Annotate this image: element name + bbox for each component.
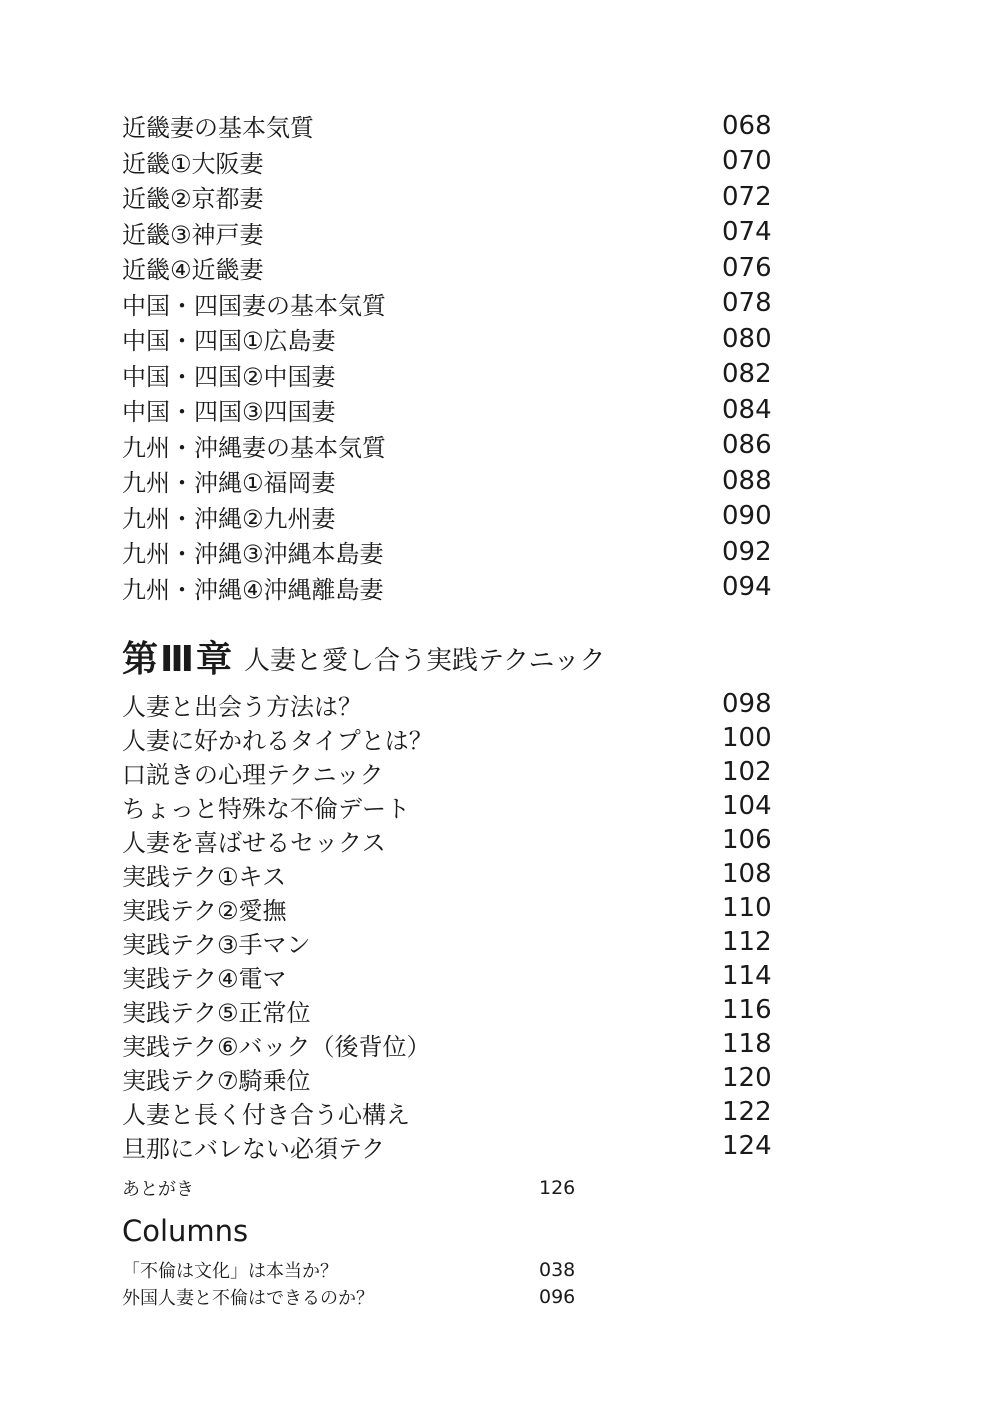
toc-entry[interactable] — [122, 286, 772, 321]
toc-entry-page: 082 — [722, 359, 772, 389]
toc-entry-page: 112 — [722, 927, 772, 957]
toc-entry-title: 人妻を喜ばせるセックス — [122, 828, 386, 857]
toc-entry-title: 「不倫は文化」は本当か？ — [122, 1261, 338, 1282]
toc-entry[interactable] — [122, 499, 772, 534]
toc-entry-page: 098 — [722, 689, 772, 719]
toc-entry-title: 中国・四国①広島妻 — [122, 327, 336, 355]
toc-entry-page: 100 — [722, 723, 772, 753]
toc-entry-page: 118 — [722, 1029, 772, 1059]
toc-entry[interactable] — [122, 1095, 772, 1129]
toc-entry[interactable] — [122, 215, 772, 250]
toc-entry[interactable] — [122, 250, 772, 285]
toc-entry[interactable] — [122, 1257, 576, 1283]
toc-entry-afterword[interactable] — [122, 1175, 576, 1201]
toc-entry[interactable] — [122, 993, 772, 1027]
toc-entry-title: 近畿③神戸妻 — [122, 220, 264, 249]
toc-entry-title: 九州・沖縄③沖縄本島妻 — [122, 540, 384, 568]
toc-entry-title: 近畿①大阪妻 — [122, 149, 264, 178]
toc-entry-page: 096 — [539, 1286, 576, 1308]
chapter-heading — [122, 622, 605, 682]
toc-entry-page: 078 — [722, 288, 772, 318]
toc-entry-title: 実践テク⑦騎乗位 — [122, 1066, 311, 1095]
chapter-title: 人妻と愛し合う実践テクニック — [244, 646, 606, 676]
toc-entry[interactable] — [122, 1284, 576, 1310]
toc-entry-page: 088 — [722, 465, 772, 496]
toc-entry-page: 126 — [539, 1177, 576, 1199]
toc-entry-page: 114 — [722, 961, 772, 991]
toc-entry-title: 近畿②京都妻 — [122, 185, 264, 213]
toc-entry-page: 086 — [722, 430, 772, 460]
toc-entry[interactable] — [122, 789, 772, 823]
chapter-number: 第Ⅲ章 — [122, 639, 235, 680]
toc-entry[interactable] — [122, 687, 772, 721]
toc-entry-page: 124 — [722, 1131, 772, 1161]
toc-entry[interactable] — [122, 534, 772, 569]
toc-entry[interactable] — [122, 179, 772, 214]
toc-entry-title: 近畿妻の基本気質 — [122, 114, 314, 142]
toc-entry[interactable] — [122, 721, 772, 755]
toc-entry-title: 九州・沖縄④沖縄離島妻 — [122, 575, 384, 604]
toc-entry-title: 人妻と長く付き合う心構え — [122, 1100, 410, 1129]
toc-entry[interactable] — [122, 1129, 772, 1163]
toc-entry-title: 実践テク⑥バック（後背位） — [122, 1032, 431, 1061]
toc-entry-page: 068 — [722, 110, 772, 141]
toc-entry[interactable] — [122, 891, 772, 925]
columns-heading: Columns — [122, 1214, 249, 1248]
toc-entry-page: 110 — [722, 893, 772, 923]
toc-entry[interactable] — [122, 823, 772, 857]
toc-entry-title: 九州・沖縄妻の基本気質 — [122, 433, 386, 462]
toc-entry-page: 072 — [722, 181, 772, 212]
toc-entry-page: 104 — [722, 791, 772, 821]
toc-entry[interactable] — [122, 857, 772, 891]
toc-entry-title: 実践テク⑤正常位 — [122, 998, 311, 1027]
toc-entry-page: 108 — [722, 859, 772, 889]
toc-entry[interactable] — [122, 463, 772, 498]
toc-entry[interactable] — [122, 108, 772, 143]
toc-entry-page: 094 — [722, 572, 772, 602]
toc-entry-title: 実践テク③手マン — [122, 930, 311, 959]
toc-entry-page: 084 — [722, 394, 772, 425]
toc-entry-page: 122 — [722, 1097, 772, 1127]
toc-entry-title: 中国・四国③四国妻 — [122, 398, 336, 426]
toc-entry-page: 076 — [722, 252, 772, 283]
toc-entry-title: 実践テク①キス — [122, 862, 287, 891]
toc-entry[interactable] — [122, 144, 772, 179]
toc-entry-page: 102 — [722, 757, 772, 787]
toc-entry-page: 120 — [722, 1063, 772, 1093]
toc-entry-title: 旦那にバレない必須テク — [122, 1134, 386, 1163]
toc-entry-title: 実践テク②愛撫 — [122, 896, 287, 925]
toc-entry[interactable] — [122, 428, 772, 463]
toc-entry-title: 中国・四国妻の基本気質 — [122, 291, 386, 320]
toc-entry-title: 中国・四国②中国妻 — [122, 362, 336, 391]
toc-entry-page: 074 — [722, 217, 772, 247]
toc-entry-page: 106 — [722, 825, 772, 855]
toc-entry[interactable] — [122, 755, 772, 789]
toc-entry[interactable] — [122, 925, 772, 959]
toc-entry-title: 口説きの心理テクニック — [122, 760, 384, 789]
toc-entry-title: 人妻に好かれるタイプとは？ — [122, 726, 433, 755]
toc-entry-title: 人妻と出会う方法は？ — [122, 692, 362, 721]
toc-entry[interactable] — [122, 959, 772, 993]
toc-entry-title: 外国人妻と不倫はできるのか？ — [122, 1288, 374, 1309]
toc-entry-page: 070 — [722, 146, 772, 176]
toc-entry-title: 九州・沖縄②九州妻 — [122, 504, 336, 533]
toc-entry-title: 実践テク④電マ — [122, 964, 287, 993]
toc-entry[interactable] — [122, 570, 772, 605]
toc-entry[interactable] — [122, 321, 772, 356]
toc-entry[interactable] — [122, 1061, 772, 1095]
toc-entry-title: あとがき — [122, 1179, 194, 1200]
toc-entry-page: 080 — [722, 323, 772, 354]
toc-entry-title: 近畿④近畿妻 — [122, 256, 264, 284]
toc-entry-page: 038 — [539, 1259, 576, 1281]
toc-entry[interactable] — [122, 1027, 772, 1061]
toc-entry-page: 092 — [722, 536, 772, 567]
toc-entry-title: 九州・沖縄①福岡妻 — [122, 469, 336, 497]
toc-entry-page: 090 — [722, 501, 772, 531]
toc-entry-title: ちょっと特殊な不倫デート — [122, 794, 410, 823]
toc-entry[interactable] — [122, 357, 772, 392]
toc-entry[interactable] — [122, 392, 772, 427]
toc-entry-page: 116 — [722, 995, 772, 1025]
